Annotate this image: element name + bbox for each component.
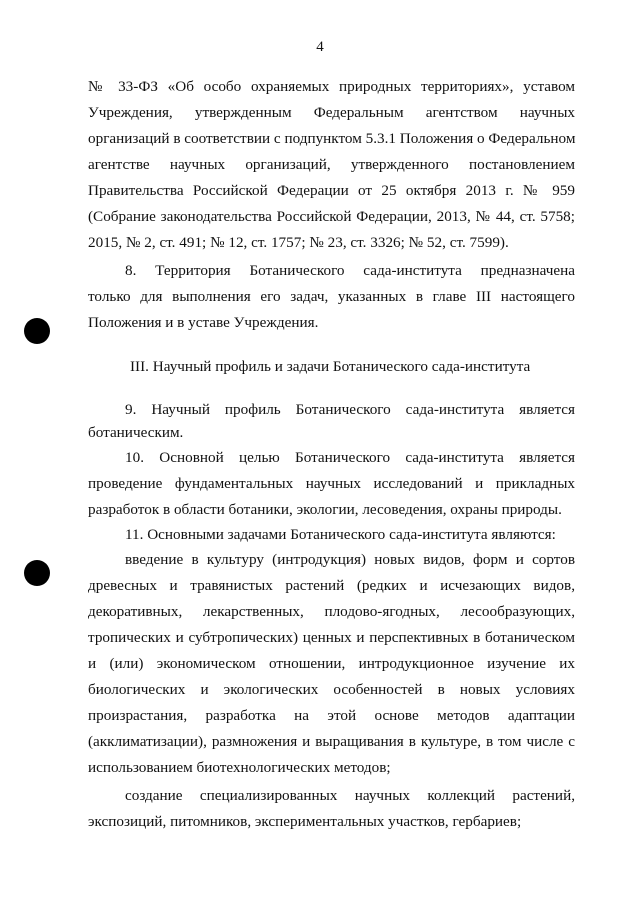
- binder-hole-upper: [24, 318, 50, 344]
- text-line: агентстве научных организаций, утвержденного постановлением: [88, 156, 575, 173]
- section-heading: III. Научный профиль и задачи Ботанического сада-института: [130, 358, 531, 375]
- list-item-collections: создание специализированных научных коллекций растений,: [125, 787, 575, 804]
- text-line: разработок в области ботаники, экологии, лесоведения, охраны природы.: [88, 501, 562, 518]
- text-line: Правительства Российской Федерации от 25 октября 2013 г. № 959: [88, 182, 575, 199]
- text-line: Учреждения, утвержденным Федеральным агентством научных: [88, 104, 575, 121]
- text-line: использованием биотехнологических методов;: [88, 759, 391, 776]
- text-line: 2015, № 2, ст. 491; № 12, ст. 1757; № 23, ст. 3326; № 52, ст. 7599).: [88, 234, 509, 251]
- text-line: проведение фундаментальных научных исследований и прикладных: [88, 475, 575, 492]
- text-line: Положения и в уставе Учреждения.: [88, 314, 319, 331]
- text-line: ботаническим.: [88, 424, 184, 441]
- text-line: и (или) экономическом отношении, интродукционное изучение их: [88, 655, 575, 672]
- text-line: (акклиматизации), размножения и выращивания в культуре, в том числе с: [88, 733, 575, 750]
- text-line: только для выполнения его задач, указанных в главе III настоящего: [88, 288, 575, 305]
- text-line: экспозиций, питомников, экспериментальных участков, гербариев;: [88, 813, 522, 830]
- text-line: (Собрание законодательства Российской Федерации, 2013, № 44, ст. 5758;: [88, 208, 575, 225]
- binder-hole-lower: [24, 560, 50, 586]
- paragraph-9-first-line: 9. Научный профиль Ботанического сада-института является: [125, 401, 575, 418]
- page-number: 4: [316, 39, 324, 55]
- paragraph-10-first-line: 10. Основной целью Ботанического сада-института является: [125, 449, 575, 466]
- text-line: древесных и травянистых растений (редких и исчезающих видов,: [88, 577, 575, 594]
- list-item-introduction: введение в культуру (интродукция) новых видов, форм и сортов: [125, 551, 575, 568]
- text-line: биологических и экологических особенностей в новых условиях: [88, 681, 575, 698]
- text-line: декоративных, лекарственных, плодово-ягодных, лесообразующих,: [88, 603, 575, 620]
- text-line: организаций в соответствии с подпунктом 5.3.1 Положения о Федеральном: [88, 130, 576, 147]
- paragraph-11-first-line: 11. Основными задачами Ботанического сада-института являются:: [125, 526, 556, 543]
- text-line: тропических и субтропических) ценных и перспективных в ботаническом: [88, 629, 575, 646]
- text-line: произрастания, разработка на этой основе методов адаптации: [88, 707, 575, 724]
- text-line: № 33-ФЗ «Об особо охраняемых природных территориях», уставом: [88, 78, 575, 95]
- paragraph-8-first-line: 8. Территория Ботанического сада-института предназначена: [125, 262, 575, 279]
